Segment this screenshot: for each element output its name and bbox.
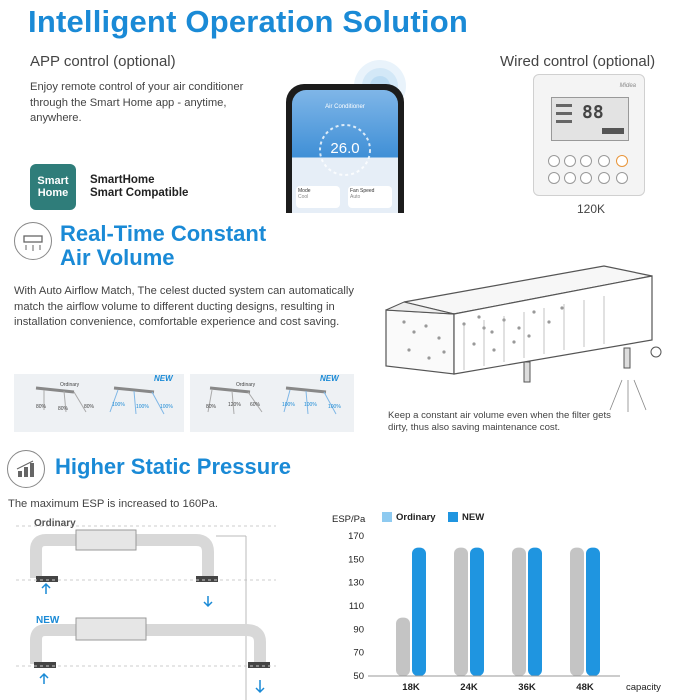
airflow-description: With Auto Airflow Match, The celest ducted system can automatically match the airflow volume to different ducting designs, resulting in installation convenience, comfortable experience and cost saving. [14, 285, 354, 328]
pressure-section-title: Higher Static Pressure [55, 454, 291, 479]
app-control-heading: APP control (optional) [30, 53, 176, 70]
x-tick-label: 48K [576, 682, 594, 693]
controller-button[interactable] [548, 172, 560, 184]
legend-new-swatch [448, 512, 458, 522]
y-tick-label: 50 [353, 671, 364, 682]
wired-control-heading: Wired control (optional) [500, 53, 656, 70]
controller-button[interactable] [564, 172, 576, 184]
panel2-new-pct: 100% [328, 404, 341, 410]
phone-temperature: 26.0 [330, 140, 360, 157]
controller-button[interactable] [564, 155, 576, 167]
panel1-ordinary-pct: 80% [36, 404, 47, 410]
airflow-section-title [60, 222, 266, 270]
chart-xlabel: capacity [626, 682, 661, 693]
bar-ordinary-48k [570, 548, 584, 676]
panel2-new-pct: 100% [282, 402, 295, 408]
app-control-description: Enjoy remote control of your air conditioner through the Smart Home app - anytime, anywhere. [30, 81, 244, 124]
x-tick-label: 36K [518, 682, 536, 693]
controller-lcd [551, 97, 629, 141]
smarthome-logo-line1: Smart [37, 175, 69, 187]
controller-brand-logo: Midea [619, 83, 636, 89]
chart-ylabel: ESP/Pa [332, 514, 366, 525]
diagram-ordinary-label: Ordinary [34, 518, 76, 529]
phone-fan-value: Auto [350, 194, 361, 200]
panel2-ordinary-pct: 120% [228, 402, 241, 408]
pressure-description: The maximum ESP is increased to 160Pa. [8, 498, 218, 510]
y-tick-label: 150 [348, 554, 364, 566]
y-tick-label: 110 [348, 601, 364, 612]
bar-new-48k [586, 548, 600, 676]
phone-mode-card[interactable] [296, 186, 340, 208]
panel2-ordinary-pct: 80% [206, 404, 217, 410]
y-tick-label: 170 [348, 531, 364, 542]
x-tick-label: 18K [402, 682, 420, 693]
bar-new-36k [528, 548, 542, 676]
smarthome-logo-line2: Home [37, 187, 69, 199]
controller-button[interactable] [616, 172, 628, 184]
smarthome-label [90, 174, 188, 200]
controller-model: 120K [577, 202, 606, 216]
phone-screen [292, 90, 398, 213]
smarthome-logo [30, 164, 76, 210]
controller-button[interactable] [598, 172, 610, 184]
phone-fan-card[interactable] [348, 186, 392, 208]
bar-ordinary-36k [512, 548, 526, 676]
panel1-new-label: NEW [154, 374, 173, 383]
phone-fan-label: Fan Speed [350, 188, 375, 194]
panel1-ordinary-label: Ordinary [60, 382, 80, 388]
controller-power-button[interactable] [616, 155, 628, 167]
controller-button[interactable] [580, 155, 592, 167]
wired-controller [533, 74, 645, 196]
legend-ordinary-label: Ordinary [396, 512, 436, 523]
airflow-title-line2: Air Volume [60, 245, 175, 270]
legend-new-label: NEW [462, 512, 485, 523]
panel2-new-pct: 100% [304, 402, 317, 408]
panel1-new-pct: 100% [136, 404, 149, 410]
y-tick-label: 130 [348, 577, 364, 589]
phone-mode-label: Mode [298, 188, 311, 194]
smartphone [286, 84, 404, 213]
smarthome-label-line1: SmartHome [90, 174, 155, 186]
controller-button[interactable] [598, 155, 610, 167]
y-tick-label: 90 [353, 624, 364, 636]
controller-button[interactable] [580, 172, 592, 184]
phone-mode-value: Cool [298, 194, 309, 200]
panel2-ordinary-label: Ordinary [236, 382, 256, 388]
pressure-bar-icon [7, 450, 45, 488]
ducted-unit-illustration [384, 262, 674, 412]
panel2-ordinary-pct: 60% [250, 402, 261, 408]
airflow-panel-2 [190, 374, 354, 432]
airflow-panel-1 [14, 374, 184, 432]
panel1-new-pct: 100% [112, 402, 125, 408]
airflow-icon [14, 222, 52, 260]
legend-ordinary-swatch [382, 512, 392, 522]
controller-button[interactable] [548, 155, 560, 167]
x-tick-label: 24K [460, 682, 478, 693]
airflow-caption: Keep a constant air volume even when the filter gets dirty, thus also saving maintenance cost. [388, 410, 611, 433]
duct-pressure-diagram [16, 514, 276, 700]
panel1-new-pct: 100% [160, 404, 173, 410]
bar-new-24k [470, 548, 484, 676]
panel2-new-label: NEW [320, 374, 339, 383]
smarthome-label-line2: Smart Compatible [90, 187, 189, 199]
y-tick-label: 70 [353, 647, 364, 659]
esp-bar-chart [320, 504, 690, 700]
page-title: Intelligent Operation Solution [28, 4, 468, 39]
airflow-title-line1: Real-Time Constant [60, 221, 267, 246]
bar-ordinary-24k [454, 548, 468, 676]
bar-ordinary-18k [396, 618, 410, 676]
bar-new-18k [412, 548, 426, 676]
diagram-new-label: NEW [36, 615, 60, 626]
panel1-ordinary-pct: 80% [58, 406, 69, 412]
phone-app-title: Air Conditioner [325, 104, 365, 110]
controller-display-digits: 88 [582, 102, 604, 123]
panel1-ordinary-pct: 80% [84, 404, 95, 410]
